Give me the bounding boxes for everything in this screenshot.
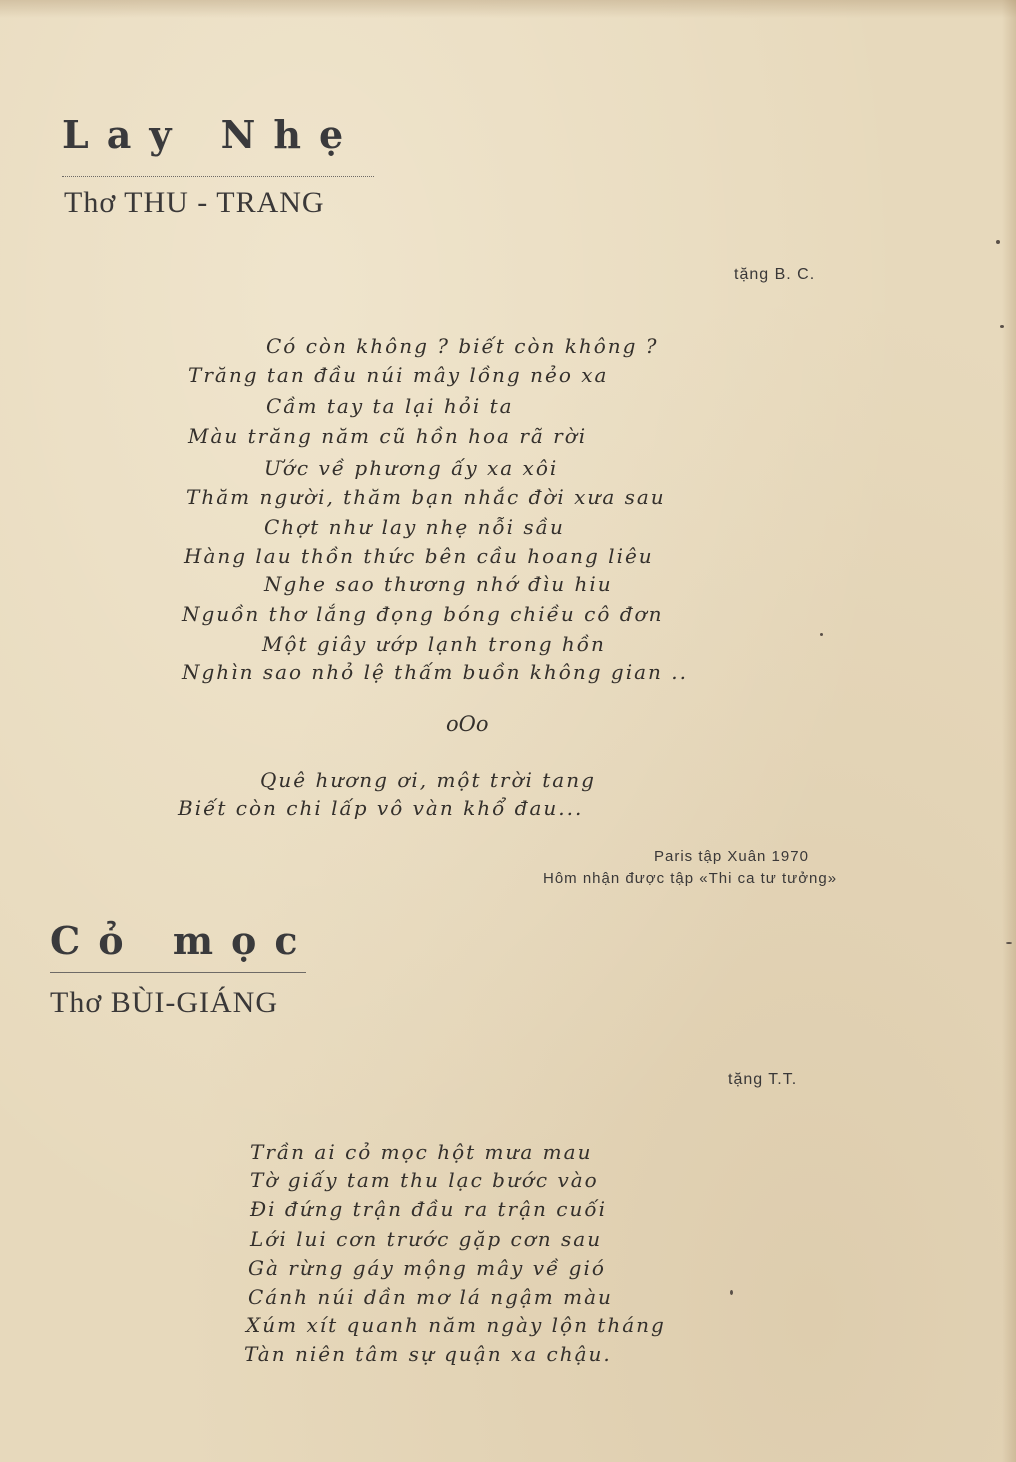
paper-speck [1006, 942, 1012, 944]
poem1-line: Một giây ướp lạnh trong hồn [262, 632, 606, 656]
poem1-line: Nghìn sao nhỏ lệ thấm buồn không gian .. [182, 660, 688, 684]
poem2-line: Cánh núi dần mơ lá ngậm màu [248, 1285, 613, 1309]
poem2-line: Tàn niên tâm sự quận xa chậu. [244, 1342, 612, 1366]
paper-speck [730, 1290, 733, 1295]
poem1-coda-line: Biết còn chi lấp vô vàn khổ đau... [178, 796, 584, 820]
poem1-line: Ước về phương ấy xa xôi [264, 456, 559, 480]
paper-speck [820, 633, 823, 636]
poem1-signature-note: Hôm nhận được tập «Thi ca tư tưởng» [543, 870, 838, 887]
paper-edge-right [1002, 0, 1016, 1462]
poem1-line: Nghe sao thương nhớ đìu hiu [264, 572, 613, 596]
poem1-dedication: tặng B. C. [734, 266, 816, 283]
poem1-line: Cầm tay ta lại hỏi ta [266, 394, 514, 418]
poem2-line: Lới lui cơn trước gặp cơn sau [250, 1227, 603, 1251]
poem1-title: Lay Nhẹ [62, 112, 362, 157]
poem2-line: Đi đứng trận đầu ra trận cuối [250, 1197, 607, 1221]
poem2-title-rule [50, 972, 306, 973]
paper-speck [1000, 325, 1004, 328]
poem2-dedication: tặng T.T. [728, 1071, 798, 1088]
poem1-line: Chợt như lay nhẹ nỗi sầu [264, 515, 565, 539]
poem1-line: Có còn không ? biết còn không ? [266, 334, 659, 358]
poem2-line: Tờ giấy tam thu lạc bước vào [250, 1168, 599, 1192]
poem2-line: Gà rừng gáy mộng mây về gió [248, 1256, 606, 1280]
poem2-line: Xúm xít quanh năm ngày lộn tháng [246, 1313, 666, 1337]
poem1-line: Thăm người, thăm bạn nhắc đời xưa sau [186, 485, 666, 509]
poem2-title: Cỏ mọc [50, 918, 316, 963]
paper-edge-top [0, 0, 1016, 18]
poem1-line: Nguồn thơ lắng đọng bóng chiều cô đơn [182, 602, 664, 626]
poem1-coda-line: Quê hương ơi, một trời tang [260, 768, 596, 792]
poem1-line: Trăng tan đầu núi mây lồng nẻo xa [188, 363, 609, 387]
poem2-byline: Thơ BÙI-GIÁNG [50, 986, 278, 1019]
section-separator: oOo [446, 712, 489, 736]
poem1-line: Hàng lau thồn thức bên cầu hoang liêu [184, 544, 654, 568]
poem1-line: Màu trăng năm cũ hồn hoa rã rời [188, 424, 588, 448]
poem2-line: Trần ai cỏ mọc hột mưa mau [250, 1140, 593, 1164]
poem1-title-rule [62, 176, 374, 177]
poem1-byline: Thơ THU - TRANG [64, 186, 325, 219]
poem1-signature-place: Paris tập Xuân 1970 [654, 848, 809, 865]
paper-speck [996, 240, 1000, 244]
